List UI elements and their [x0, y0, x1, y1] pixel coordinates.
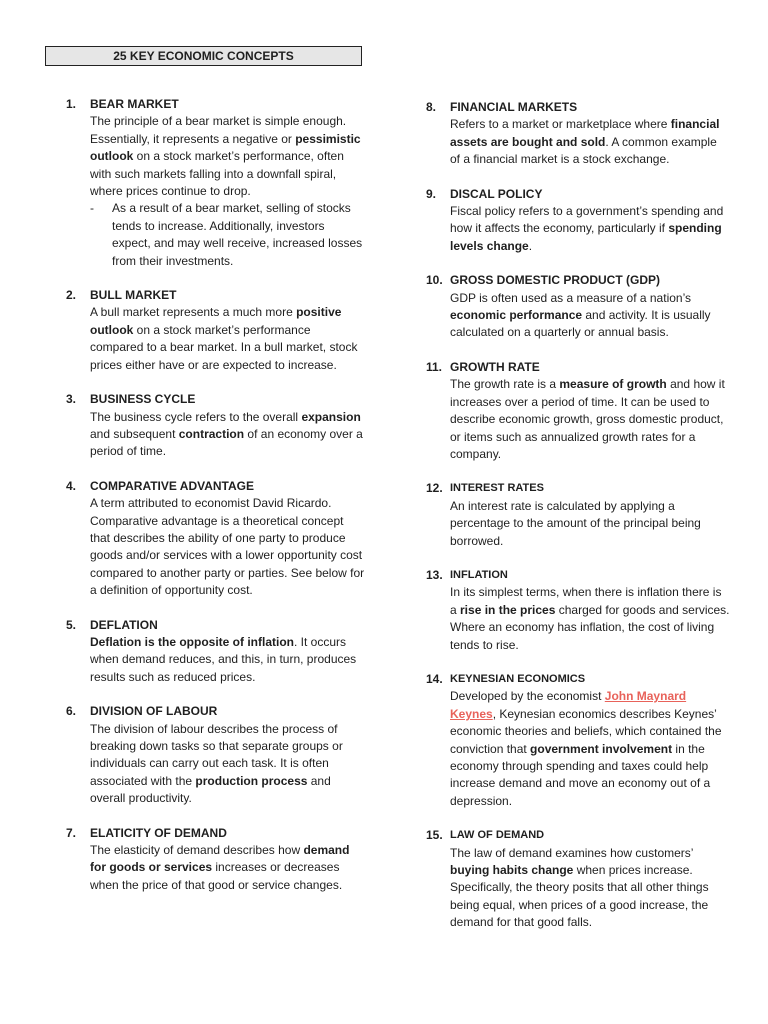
document-title: 25 KEY ECONOMIC CONCEPTS [45, 46, 362, 66]
item-heading: BUSINESS CYCLE [90, 392, 196, 407]
concept-interest-rates [426, 480, 730, 550]
item-body: A term attributed to economist David Ricardo. Comparative advantage is a theoretical concept that describes the ability of one party to produce goods and/or services with a lower opportunity cost compared to another party or parties. See below for a definition of opportunity cost. [90, 496, 365, 598]
item-number: 2. [66, 288, 77, 303]
item-heading: BEAR MARKET [90, 97, 179, 111]
item-heading: DEFLATION [90, 617, 158, 632]
item-body: Fiscal policy refers to a government’s spending and how it affects the economy, particularly if spending levels change. [450, 204, 724, 253]
item-heading: INTEREST RATES [450, 482, 544, 495]
item-number: 13. [426, 567, 443, 582]
item-heading: FINANCIAL MARKETS [450, 100, 578, 114]
item-body: An interest rate is calculated by applying a percentage to the amount of the principal being borrowed. [450, 498, 701, 548]
sub-bullet: - As a result of a bear market, selling of stocks tends to increase. Additionally, investors expect, and may well receive, increased losses from their investments. [90, 201, 363, 268]
concept-division-of-labour [66, 703, 366, 807]
concept-gdp [426, 272, 730, 342]
item-heading: KEYNESIAN ECONOMICS [450, 672, 586, 685]
concept-elasticity-of-demand [66, 825, 366, 895]
item-number: 8. [426, 100, 437, 114]
item-heading: ELATICITY OF DEMAND [90, 825, 227, 840]
item-body: The principle of a bear market is simple enough. Essentially, it represents a negative or pessimistic outlook on a stock market’s performance, often with such markets falling into a downfall spiral, where prices continue to drop. [90, 114, 361, 199]
keynes-link[interactable]: John Maynard Keynes [450, 689, 687, 721]
item-number: 10. [426, 273, 443, 288]
left-column [66, 96, 366, 911]
item-number: 11. [426, 359, 443, 374]
concept-bull-market [66, 287, 366, 374]
item-body: In its simplest terms, when there is inflation there is a rise in the prices charged for goods and services. Where an economy has inflation, the cost of living tends to rise. [450, 585, 730, 652]
item-heading: DIVISION OF LABOUR [90, 704, 218, 719]
item-number: 12. [426, 481, 443, 496]
item-heading: GROSS DOMESTIC PRODUCT (GDP) [450, 273, 661, 288]
item-number: 6. [66, 704, 77, 719]
item-number: 9. [426, 186, 437, 201]
concept-inflation [426, 567, 730, 654]
concept-law-of-demand [426, 827, 730, 931]
item-body: Developed by the economist John Maynard Keynes, Keynesian economics describes Keynes’ economic theories and beliefs, which contained the conviction that government involvement in the economy through spending and taxes could help increase demand and move an economy out of a depression. [450, 689, 722, 808]
item-body: Refers to a market or marketplace where financial assets are bought and sold. A common example of a financial market is a stock exchange. [450, 117, 720, 167]
item-body: Deflation is the opposite of inflation. It occurs when demand reduces, and this, in turn, produces results such as reduced prices. [90, 634, 357, 684]
concept-bear-market [66, 96, 366, 270]
item-heading: DISCAL POLICY [450, 186, 543, 201]
concept-keynesian-economics [426, 671, 730, 810]
concept-business-cycle [66, 391, 366, 461]
item-body: The elasticity of demand describes how demand for goods or services increases or decreases when the price of that good or service changes. [90, 843, 350, 892]
item-heading: LAW OF DEMAND [450, 829, 545, 842]
concept-financial-markets [426, 99, 730, 169]
item-heading: GROWTH RATE [450, 359, 540, 374]
item-heading: INFLATION [450, 568, 508, 581]
item-body: The growth rate is a measure of growth and how it increases over a period of time. It can be used to describe economic growth, gross domestic product, or items such as annualized growth rates for a company. [450, 377, 725, 461]
concept-deflation [66, 617, 366, 687]
item-body: The business cycle refers to the overall expansion and subsequent contraction of an economy over a period of time. [90, 409, 363, 459]
item-number: 7. [66, 825, 77, 840]
right-column [426, 99, 730, 949]
item-body: GDP is often used as a measure of a nation’s economic performance and activity. It is usually calculated on a quarterly or annual basis. [450, 290, 711, 340]
item-body: The division of labour describes the process of breaking down tasks so that separate groups or individuals can carry out each task. It is often associated with the production process and overall productivity. [90, 721, 343, 806]
item-number: 15. [426, 828, 443, 843]
item-heading: COMPARATIVE ADVANTAGE [90, 478, 254, 493]
item-heading: BULL MARKET [90, 288, 177, 303]
item-number: 5. [66, 617, 77, 632]
item-body: A bull market represents a much more positive outlook on a stock market’s performance compared to a bear market. In a bull market, stock prices either have or are expected to increase. [90, 305, 358, 372]
item-number: 14. [426, 671, 443, 686]
concept-fiscal-policy [426, 186, 730, 256]
item-number: 4. [66, 478, 77, 493]
concept-growth-rate [426, 359, 730, 463]
concept-comparative-advantage [66, 478, 366, 600]
item-body: The law of demand examines how customers’ buying habits change when prices increase. Specifically, the theory posits that all other things being equal, when prices of a good increase, the demand for that good falls. [450, 845, 709, 930]
item-number: 1. [66, 97, 77, 111]
item-number: 3. [66, 392, 77, 407]
